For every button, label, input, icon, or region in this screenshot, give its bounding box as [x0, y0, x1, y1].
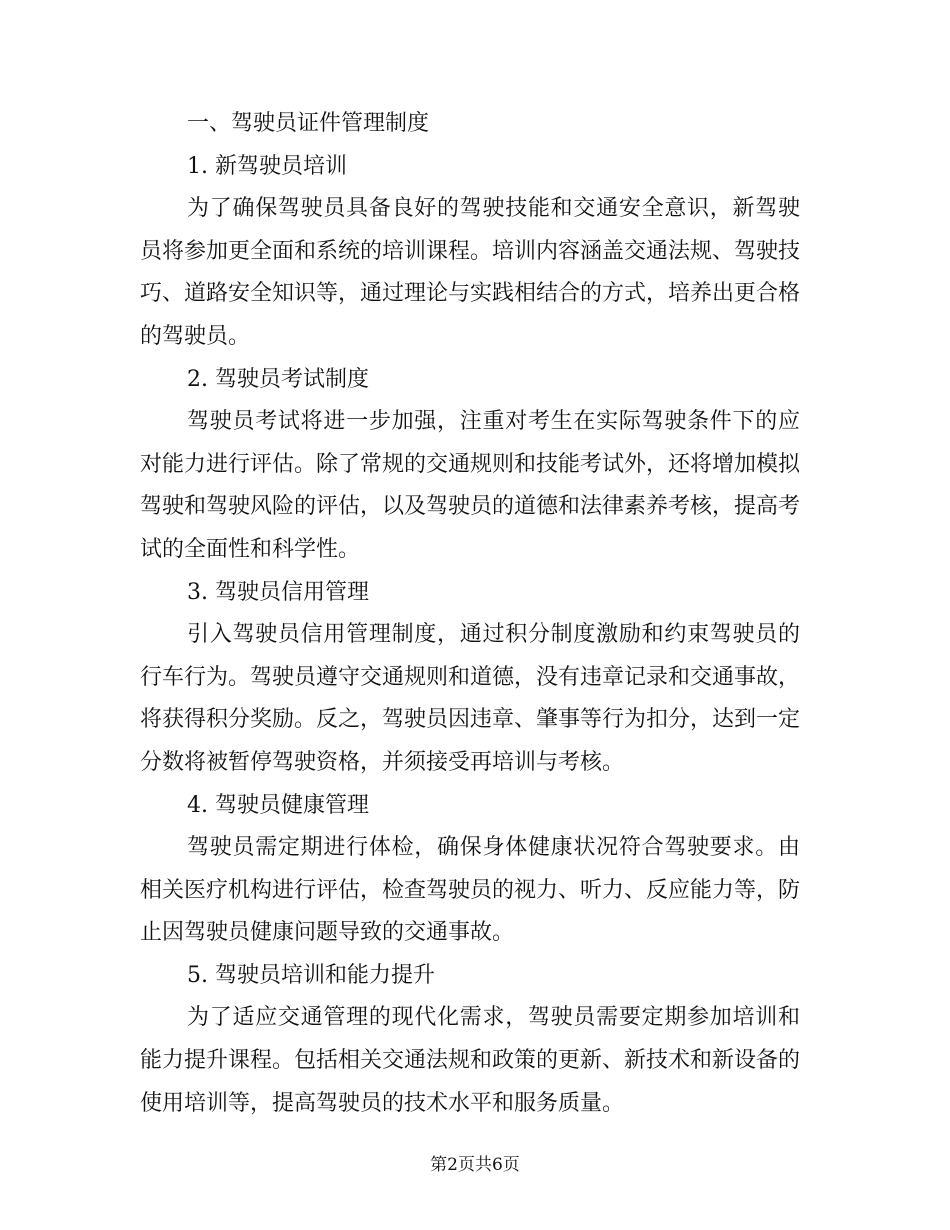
item-paragraph: 为了适应交通管理的现代化需求，驾驶员需要定期参加培训和能力提升课程。包括相关交通法规和政策的更新、新技术和新设备的使用培训等，提高驾驶员的技术水平和服务质量。 — [140, 1005, 801, 1116]
document-body — [140, 103, 800, 1125]
item-heading: 5. 驾驶员培训和能力提升 — [187, 962, 435, 988]
item-heading: 2. 驾驶员考试制度 — [187, 366, 369, 392]
item-heading: 3. 驾驶员信用管理 — [187, 579, 369, 605]
item-heading: 1. 新驾驶员培训 — [187, 153, 347, 179]
item-paragraph: 驾驶员考试将进一步加强，注重对考生在实际驾驶条件下的应对能力进行评估。除了常规的交通规则和技能考试外，还将增加模拟驾驶和驾驶风险的评估，以及驾驶员的道德和法律素养考核，提高考试的全面性和科学性。 — [140, 409, 801, 562]
item-paragraph: 为了确保驾驶员具备良好的驾驶技能和交通安全意识，新驾驶员将参加更全面和系统的培训课程。培训内容涵盖交通法规、驾驶技巧、道路安全知识等，通过理论与实践相结合的方式，培养出更合格的驾驶员。 — [140, 196, 801, 349]
item-heading: 4. 驾驶员健康管理 — [187, 792, 369, 818]
item-paragraph: 引入驾驶员信用管理制度，通过积分制度激励和约束驾驶员的行车行为。驾驶员遵守交通规则和道德，没有违章记录和交通事故，将获得积分奖励。反之，驾驶员因违章、肇事等行为扣分，达到一定分数将被暂停驾驶资格，并须接受再培训与考核。 — [140, 622, 801, 775]
section-title: 一、驾驶员证件管理制度 — [187, 111, 430, 136]
page-number: 第2页共6页 — [430, 1155, 520, 1175]
item-paragraph: 驾驶员需定期进行体检，确保身体健康状况符合驾驶要求。由相关医疗机构进行评估，检查驾驶员的视力、听力、反应能力等，防止因驾驶员健康问题导致的交通事故。 — [140, 835, 801, 946]
